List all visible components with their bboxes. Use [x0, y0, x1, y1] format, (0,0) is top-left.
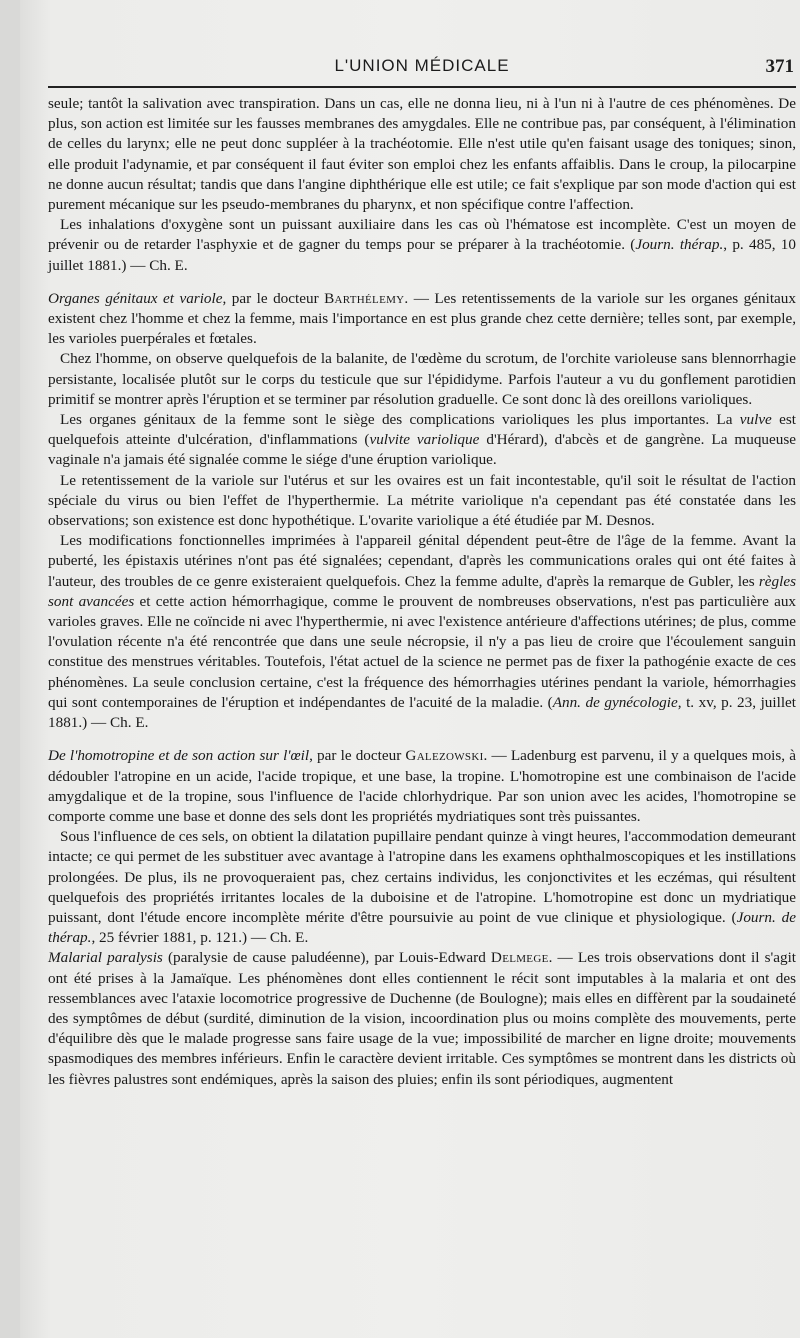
article-paragraph: De l'homotropine et de son action sur l'œil, par le docteur Galezowski. — Ladenburg est parvenu, il y a quelques mois, à dédoubler l'atropine en un acide, l'acide tropique, et une base, la tropine. L'homotropine est une combinaison de l'acide amygdalique et de la tropine, sous l'influence de l'acide chlorhydrique. Par son union avec les acides, l'homotropine se comporte comme une base et donne des sels dont les propriétés mydriatiques sont très puissantes. — [48, 747, 796, 825]
paragraph: seule; tantôt la salivation avec transpiration. Dans un cas, elle ne donna lieu, ni à l'un ni à l'autre de ces phénomènes. De plus, son action est limitée sur les fausses membranes des amygdales. Elle ne contribue pas, par conséquent, à l'élimination de celles du larynx; elle ne peut donc suppléer à la trachéotomie. Elle n'est utile qu'en faisant usage des toniques; sinon, elle produit l'adynamie, et par conséquent il faut éviter son emploi chez les enfants affaiblis. Dans le croup, la pilocarpine ne donne aucun résultat; tandis que dans l'angine diphthérique elle est utile; ce fait s'explique par son mode d'action qui est purement mécanique sur les pseudo-membranes du pharynx, et non spécifique contre l'affection. — [48, 95, 796, 214]
citation: Journ. de thérap. — [48, 908, 796, 947]
paragraph: Chez l'homme, on observe quelquefois de la balanite, de l'œdème du scrotum, de l'orchite varioleuse sans blennorrhagie persistante, localisée plutôt sur le corps du testicule que sur l'épididyme. Parfois l'auteur a vu du gonflement parotidien primitif se montrer après l'éruption et se terminer par résolution graduelle. Ce sont donc là des oreillons varioliques. — [48, 350, 796, 408]
paragraph: Sous l'influence de ces sels, on obtient la dilatation pupillaire pendant quinze à vingt heures, l'accommodation demeurant intacte; ce qui permet de les substituer avec avantage à l'atropine dans les examens ophthalmoscopiques et les instillations prolongées. De plus, ils ne provoqueraient pas, chez certains individus, les conjonctivites et les eczémas, qui résultent quelquefois des propriétés irritantes locales de la duboisine et de l'atropine. L'homotropine est donc un mydriatique puissant, dont l'étude encore incomplète mérite d'être poursuivie au point de vue clinique et physiologique. (Journ. de thérap., 25 février 1881, p. 121.) — Ch. E. — [48, 828, 796, 947]
article-paragraph: Organes génitaux et variole, par le docteur Barthélemy. — Les retentissements de la variole sur les organes génitaux existent chez l'homme et chez la femme, mais l'importance en est plus grande chez cette dernière; telles sont, par exemple, les varioles puerpérales et fœtales. — [48, 289, 796, 348]
journal-page — [20, 0, 800, 1338]
article-title: De l'homotropine et de son action sur l'œil — [48, 747, 310, 765]
page-header — [48, 52, 796, 88]
running-title: L'UNION MÉDICALE — [334, 56, 510, 75]
paragraph: Les modifications fonctionnelles imprimées à l'appareil génital dépendent peut-être de l'âge de la femme. Avant la puberté, les épistaxis utérines n'ont pas été signalées; cependant, d'après les communications orales qui ont été faites à l'auteur, des troubles de ce genre existeraient quelquefois. Chez la femme adulte, d'après la remarque de Gubler, les règles sont avancées et cette action hémorrhagique, comme le prouvent de nombreuses observations, n'est pas particulière aux varioles graves. Elle ne coïncide ni avec l'hyperthermie, ni avec l'existence antérieure d'affections utérines; de plus, comme l'ovulation récente n'a été rencontrée que dans une seule nécropsie, il n'y a pas lieu de croire que l'écoulement sanguin constitue des menstrues véritables. Toutefois, l'état actuel de la science ne permet pas de fixer la pathogénie exacte de ces phénomènes. La seule conclusion certaine, c'est la fréquence des hémorrhagies utérines pendant la variole, hémorrhagies qui sont contemporaines de l'éruption et indépendantes de l'acuité de la maladie. (Ann. de gynécologie, t. xv, p. 23, juillet 1881.) — Ch. E. — [48, 532, 797, 732]
citation: Ann. de gynécologie — [552, 693, 678, 711]
article-paragraph: Malarial paralysis (paralysie de cause paludéenne), par Louis-Edward Delmege. — Les trois observations dont il s'agit ont été prises à la Jamaïque. Les phénomènes dont elles contiennent le récit sont imputables à la malaria et ont des ressemblances avec l'ataxie locomotrice progressive de Duchenne (de Boulogne); mais elles en diffèrent par la soudaineté des symptômes de début (surdité, diminution de la vision, incoordination plus ou moins complète des mouvements, perte d'équilibre dès que le malade progresse sans faire usage de la vue; impossibilité de marcher en ligne droite; mouvements spasmodiques des membres inférieurs. Enfin le caractère devient irritable. Ces symptômes se montrent dans les districts où les fièvres palustres sont endémiques, après la saison des pluies; enfin ils sont périodiques, augmentent — [48, 949, 797, 1088]
paragraph: Les organes génitaux de la femme sont le siège des complications varioliques les plus importantes. La vulve est quelquefois atteinte d'ulcération, d'inflammations (vulvite variolique d'Hérard), d'abcès et de gangrène. La muqueuse vaginale n'a jamais été signalée comme le siége d'une éruption variolique. — [48, 411, 796, 469]
emphasis: vulvite variolique — [369, 431, 480, 449]
citation: Journ. thérap. — [635, 236, 724, 254]
author-name: Delmege — [490, 949, 549, 967]
paragraph: Les inhalations d'oxygène sont un puissant auxiliaire dans les cas où l'hématose est incomplète. C'est un moyen de prévenir ou de retarder l'asphyxie et de gagner du temps pour se préparer à la trachéotomie. (Journ. thérap., p. 485, 10 juillet 1881.) — Ch. E. — [48, 216, 796, 274]
article-title: Malarial paralysis — [48, 949, 163, 967]
author-name: Galezowski — [405, 747, 484, 765]
page-number: 371 — [765, 56, 794, 77]
paragraph: Le retentissement de la variole sur l'utérus et sur les ovaires est un fait incontestable, qu'il soit le résultat de l'action spéciale du virus ou bien l'effet de l'hyperthermie. La métrite variolique n'a cependant pas été constatée dans les observations; son existence est donc hypothétique. L'ovarite variolique a été étudiée par M. Desnos. — [48, 471, 796, 530]
emphasis: vulve — [739, 411, 772, 429]
body-text — [48, 94, 796, 1090]
author-name: Barthélemy — [324, 289, 405, 307]
emphasis: règles sont avancées — [48, 572, 796, 610]
article-title: Organes génitaux et variole — [48, 289, 223, 307]
